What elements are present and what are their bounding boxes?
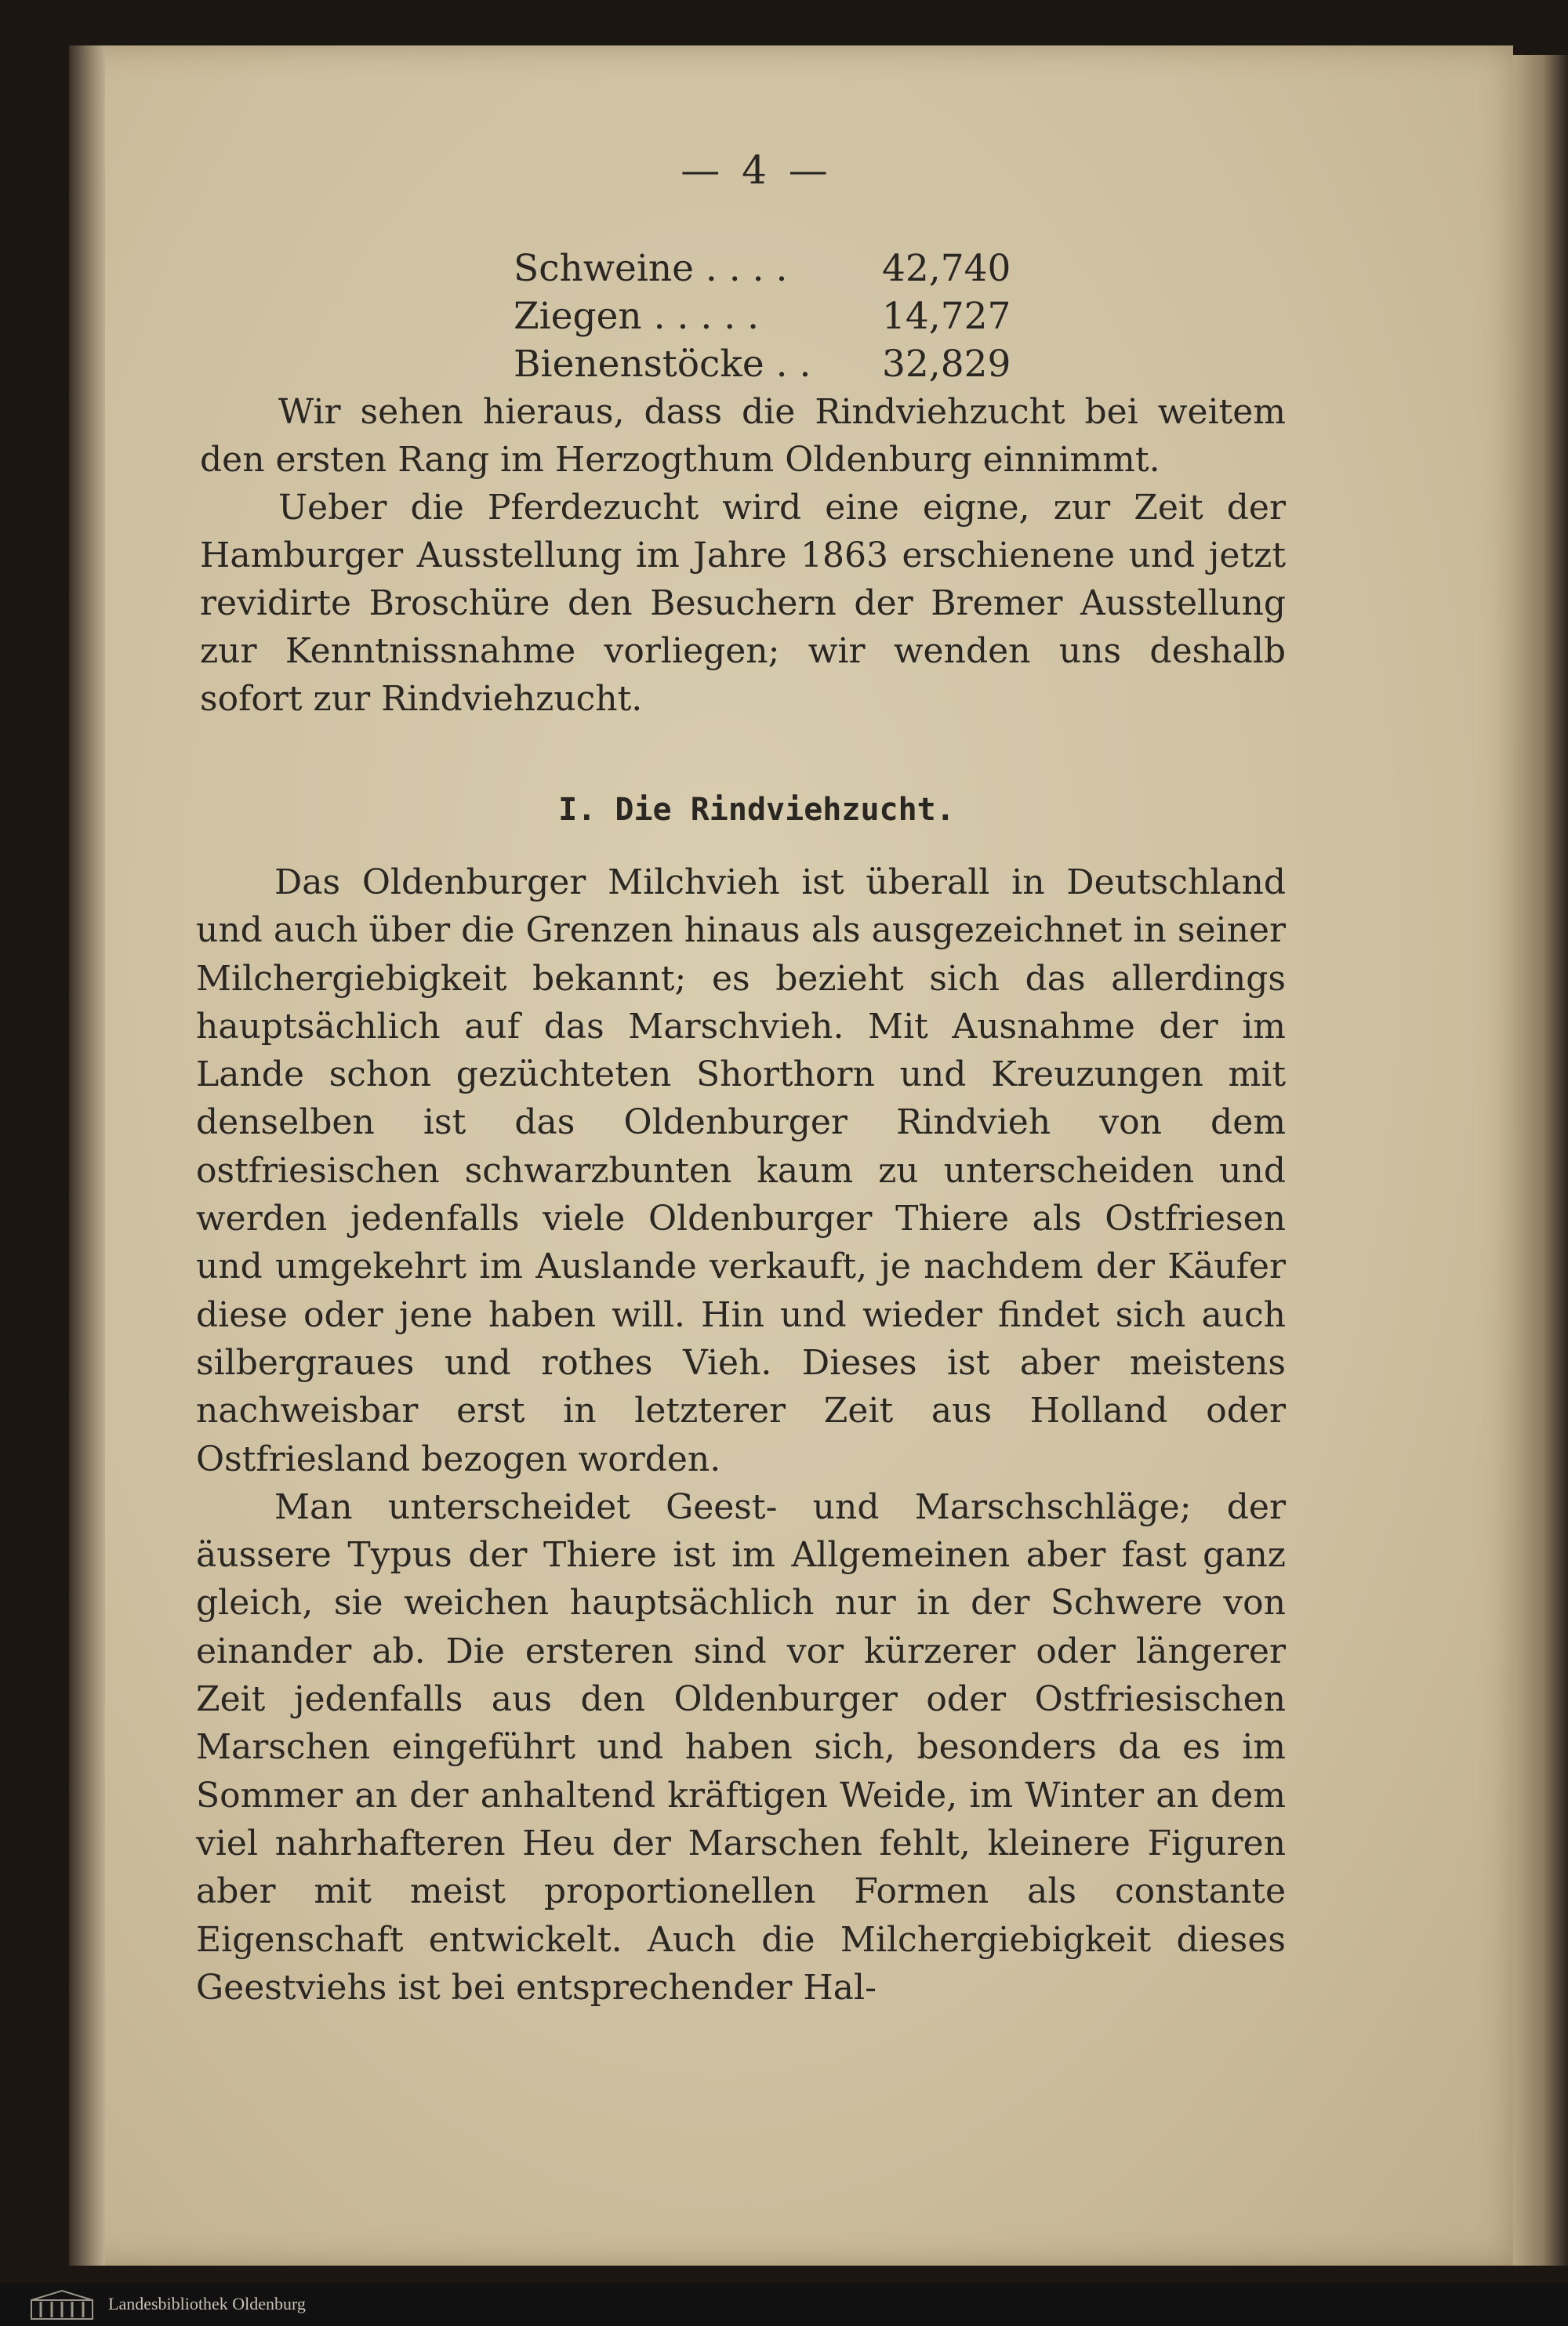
stat-row: [514, 292, 1011, 340]
stat-row: [514, 340, 1011, 388]
library-building-icon: [30, 2289, 94, 2321]
stat-label: Ziegen . . . . .: [514, 295, 760, 338]
section-heading: I. Die Rindviehzucht.: [558, 792, 955, 828]
stat-label: Bienenstöcke . .: [514, 343, 811, 386]
paragraph: Ueber die Pferdezucht wird eine eigne, zur Zeit der Hamburger Ausstellung im Jahre 1863 erschienene und jetzt revidirte Broschüre den Besuchern der Bremer Ausstellung zur Kenntnissnahme vorliegen; wir wenden uns deshalb sofort zur Rindviehzucht.: [200, 488, 1286, 719]
livestock-stats: [514, 245, 1011, 388]
stat-value: 42,740: [882, 247, 1011, 290]
library-footer: [0, 2283, 1568, 2326]
page-number: — 4 —: [681, 147, 833, 193]
paragraph: Wir sehen hieraus, dass die Rindviehzucht bei weitem den ersten Rang im Herzogthum Oldenburg einnimmt.: [200, 392, 1286, 480]
paragraph: Man unterscheidet Geest- und Marschschläge; der äussere Typus der Thiere ist im Allgemeinen aber fast ganz gleich, sie weichen hauptsächlich nur in der Schwere von einander ab. Die ersteren sind vor kürzerer oder längerer Zeit jedenfalls aus den Oldenburger oder Ostfriesischen Marschen eingeführt und haben sich, besonders da es im Sommer an der anhaltend kräftigen Weide, im Winter an dem viel nahrhafteren Heu der Marschen fehlt, kleinere Figuren aber mit meist proportionellen Formen als constante Eigenschaft entwickelt. Auch die Milchergiebigkeit dieses Geestviehs ist bei entsprechender Hal-: [196, 1486, 1286, 2008]
stat-row: [514, 245, 1011, 292]
book-spine: [69, 45, 105, 2266]
section-text: [196, 858, 1286, 2012]
stat-value: 14,727: [882, 295, 1011, 338]
footer-text: Landesbibliothek Oldenburg: [108, 2294, 306, 2313]
stat-value: 32,829: [882, 343, 1011, 386]
paragraph: Das Oldenburger Milchvieh ist überall in Deutschland und auch über die Grenzen hinaus als ausgezeichnet in seiner Milchergiebigkeit bekannt; es bezieht sich das allerdings hauptsächlich auf das Marschvieh. Mit Ausnahme der im Lande schon gezüchteten Shorthorn und Kreuzungen mit denselben ist das Oldenburger Rindvieh von dem ostfriesischen schwarzbunten kaum zu unterscheiden und werden jedenfalls viele Oldenburger Thiere als Ostfriesen und umgekehrt im Auslande verkauft, je nachdem der Käufer diese oder jene haben will. Hin und wieder findet sich auch silbergraues und rothes Vieh. Dieses ist aber meistens nachweisbar erst in letzterer Zeit aus Holland oder Ostfriesland bezogen worden.: [196, 862, 1286, 1479]
intro-text: [200, 388, 1286, 723]
page-edge: [1513, 55, 1568, 2266]
stat-label: Schweine . . . .: [514, 247, 788, 290]
